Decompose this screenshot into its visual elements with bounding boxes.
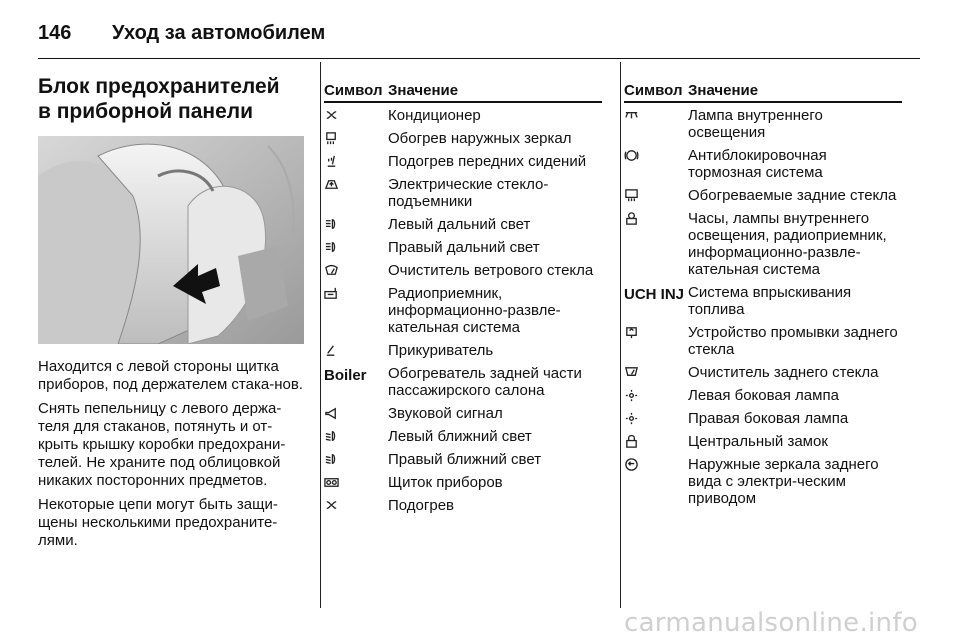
symbol-meaning: Левый дальний свет [388,216,531,233]
interior-light-icon [624,107,688,141]
paragraph: Снять пепельницу с левого держа-теля для стаканов, потянуть и от-крыть крышку коробки предохрани-телей. Не храните под облицовкой никаких посторонних предметов. [38,400,286,489]
left-side-lamp-icon [624,387,688,404]
table-header [324,82,602,103]
table-row [624,383,902,406]
table-row [324,126,602,149]
table-row [624,280,902,320]
table-row [324,401,602,424]
heated-mirrors-icon [324,130,388,147]
body-text [38,358,308,550]
symbol-column-header: Символ [624,82,683,99]
table-row [324,338,602,361]
horn-icon [324,405,388,422]
table-row [324,424,602,447]
table-header [624,82,902,103]
symbol-meaning: Антиблокировочная тормозная система [688,147,827,181]
heated-seat-icon [324,153,388,170]
meaning-column-header: Значение [688,82,759,99]
column-divider [620,62,621,608]
paragraph: Находится с левой стороны щитка приборов, под держателем стака-нов. [38,358,303,393]
symbol-meaning: Левая боковая лампа [688,387,839,404]
symbol-meaning: Обогрев наружных зеркал [388,130,572,147]
symbol-meaning: Электрические стекло-подъемники [388,176,549,210]
table-row [324,258,602,281]
symbol-meaning: Правый дальний свет [388,239,540,256]
symbol-column-header: Символ [324,82,383,99]
section-title: Блок предохранителей в приборной панели [38,75,280,123]
table-row [624,360,902,383]
table-row [624,183,902,206]
symbol-meaning: Обогреваемые задние стекла [688,187,897,204]
central-locking-icon [624,433,688,450]
right-high-beam-icon [324,239,388,256]
symbol-label: UCH INJ [624,286,685,303]
symbol-meaning: Подогрев передних сидений [388,153,587,170]
table-row [624,103,902,143]
running-title: Уход за автомобилем [112,21,326,44]
table-row [624,406,902,429]
left-low-beam-icon [324,428,388,445]
header-rule [38,58,920,59]
table-row [324,361,602,401]
windscreen-wiper-icon [324,262,388,279]
paragraph: Некоторые цепи могут быть защи-щены несколькими предохраните-лями. [38,496,278,549]
air-conditioning-icon [324,107,388,124]
symbol-meaning: Часы, лампы внутреннего освещения, радиоприемник, информационно-развле-кательная система [688,210,887,278]
symbol-meaning: Обогреватель задней части пассажирского салона [388,365,582,399]
symbol-meaning: Радиоприемник, информационно-развле-кательная система [388,285,561,336]
instrument-panel-icon [324,474,388,491]
table-row [324,103,602,126]
table-row [324,149,602,172]
heating-icon [324,497,388,514]
symbol-meaning: Наружные зеркала заднего вида с электри-ческим приводом [688,456,879,507]
table-row [324,235,602,258]
symbol-meaning: Прикуриватель [388,342,494,359]
cigarette-lighter-icon [324,342,388,359]
symbol-meaning: Устройство промывки заднего стекла [688,324,898,358]
right-side-lamp-icon [624,410,688,427]
symbol-meaning: Система впрыскивания топлива [688,284,852,318]
watermark: carmanualsonline.info [623,608,918,638]
fuse-table-right [624,82,902,509]
radio-icon [324,285,388,336]
symbol-meaning: Очиститель ветрового стекла [388,262,594,279]
column-divider [320,62,321,608]
fuse-table-left [324,82,602,516]
rear-washer-icon [624,324,688,358]
symbol-meaning: Подогрев [388,497,455,514]
table-row [324,172,602,212]
page-header [38,18,325,48]
table-row [324,281,602,338]
clock-icon [624,210,688,278]
table-row [324,212,602,235]
table-row [624,143,902,183]
symbol-meaning: Правый ближний свет [388,451,542,468]
table-row [624,320,902,360]
symbol-meaning: Центральный замок [688,433,828,450]
table-row [624,429,902,452]
power-mirror-icon [624,456,688,507]
rear-wiper-icon [624,364,688,381]
table-row [624,452,902,509]
right-low-beam-icon [324,451,388,468]
left-high-beam-icon [324,216,388,233]
power-window-icon [324,176,388,210]
symbol-meaning: Очиститель заднего стекла [688,364,879,381]
symbol-meaning: Правая боковая лампа [688,410,849,427]
table-row [624,206,902,280]
symbol-meaning: Лампа внутреннего освещения [688,107,823,141]
symbol-label: Boiler [324,367,367,384]
symbol-meaning: Кондиционер [388,107,481,124]
table-row [324,470,602,493]
heated-rear-window-icon [624,187,688,204]
symbol-meaning: Левый ближний свет [388,428,532,445]
abs-icon [624,147,688,181]
symbol-meaning: Звуковой сигнал [388,405,503,422]
page-number: 146 [38,21,72,44]
meaning-column-header: Значение [388,82,459,99]
table-row [324,493,602,516]
symbol-meaning: Щиток приборов [388,474,503,491]
fusebox-location-photo [38,136,304,344]
table-row [324,447,602,470]
text-column [38,74,308,556]
